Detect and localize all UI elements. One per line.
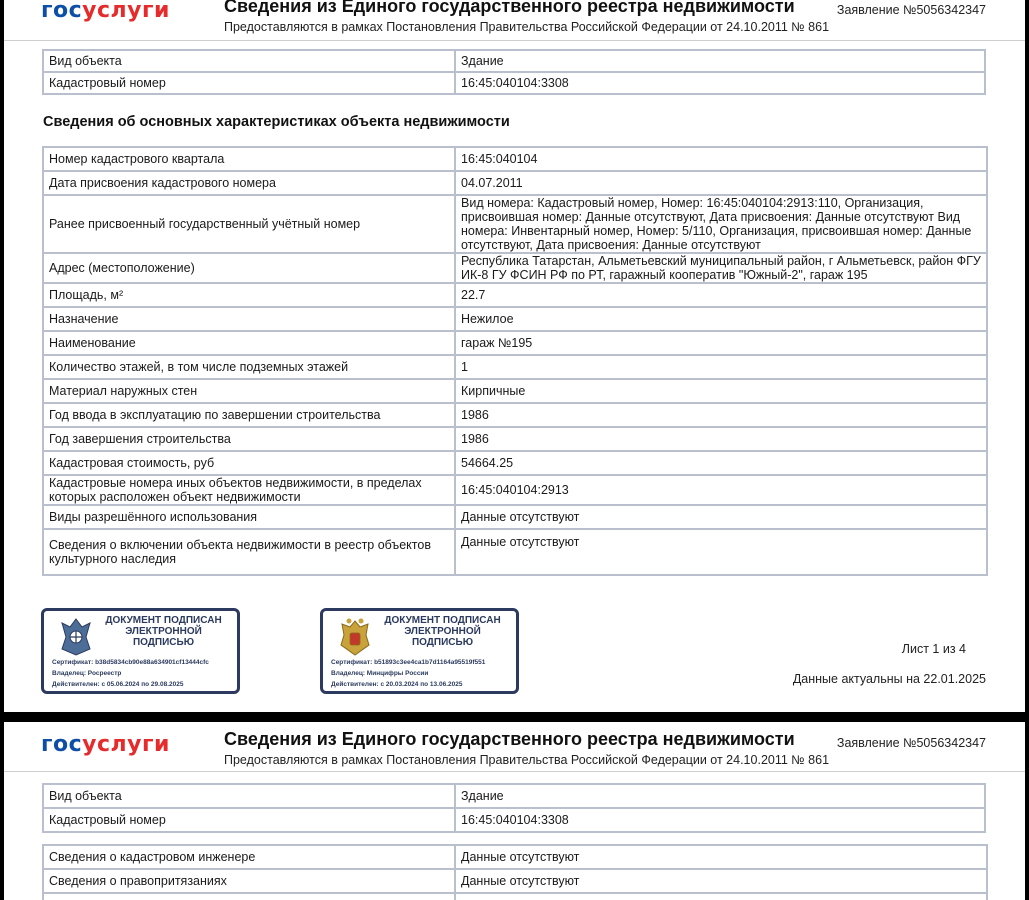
row-label: Номер кадастрового квартала xyxy=(43,147,455,171)
stamp-owner: Владелец: Минцифры России xyxy=(331,670,429,677)
section-title: Сведения об основных характеристиках объекта недвижимости xyxy=(43,114,510,130)
gosuslugi-logo: госуслуги xyxy=(41,732,170,757)
row-value: Данные отсутствуют xyxy=(455,845,987,869)
row-label: Год ввода в эксплуатацию по завершении строительства xyxy=(43,403,455,427)
row-value: Нежилое xyxy=(455,307,987,331)
row-label: Виды разрешённого использования xyxy=(43,505,455,529)
table-row xyxy=(43,171,987,195)
row-value: Данные отсутствуют xyxy=(455,505,987,529)
stamp-details xyxy=(331,657,512,690)
characteristics-table xyxy=(42,146,988,576)
row-value: Здание xyxy=(455,50,985,72)
table-row xyxy=(43,475,987,505)
row-value: 16:45:040104:3308 xyxy=(455,72,985,94)
row-label: Площадь, м² xyxy=(43,283,455,307)
row-value: 1986 xyxy=(455,403,987,427)
sheet-number: Лист 1 из 4 xyxy=(901,642,966,656)
page-subtitle: Предоставляются в рамках Постановления Правительства Российской Федерации от 24.10.2011 № 861 xyxy=(224,753,830,767)
row-value: Вид номера: Кадастровый номер, Номер: 16:45:040104:2913:110, Организация, присвоившая номер: Данные отсутствуют, Дата присвоения: Данные отсутствуют Вид номера: Инвентарный номер, Номер: 5/110, Организация, присвоившая номер: Данные отсутствуют, Дата присвоения: Данные отсутствуют xyxy=(455,195,987,253)
row-label: Материал наружных стен xyxy=(43,379,455,403)
row-label: Количество этажей, в том числе подземных этажей xyxy=(43,355,455,379)
row-label: Назначение xyxy=(43,307,455,331)
row-value: 16:45:040104 xyxy=(455,147,987,171)
row-value xyxy=(455,893,987,900)
row-label: Дата присвоения кадастрового номера xyxy=(43,171,455,195)
table-row xyxy=(43,50,985,72)
stamp-title: ДОКУМЕНТ ПОДПИСАН ЭЛЕКТРОННОЙ ПОДПИСЬЮ xyxy=(105,615,222,648)
table-row xyxy=(43,893,987,900)
statement-number: Заявление №5056342347 xyxy=(836,3,986,17)
page-header xyxy=(4,722,1025,772)
table-row xyxy=(43,72,985,94)
row-label: Сведения о кадастровом инженере xyxy=(43,845,455,869)
table-row xyxy=(43,845,987,869)
table-row xyxy=(43,253,987,283)
row-value: 54664.25 xyxy=(455,451,987,475)
stamp-title: ДОКУМЕНТ ПОДПИСАН ЭЛЕКТРОННОЙ ПОДПИСЬЮ xyxy=(384,615,501,648)
row-value: гараж №195 xyxy=(455,331,987,355)
table-row xyxy=(43,331,987,355)
row-label: Вид объекта xyxy=(43,784,455,808)
table-row xyxy=(43,147,987,171)
row-label: Сведения о включении объекта недвижимости в реестр объектов культурного наследия xyxy=(43,529,455,575)
table-row xyxy=(43,808,985,832)
row-value: Республика Татарстан, Альметьевский муниципальный район, г Альметьевск, район ФГУ ИК-8 ГУ ФСИН РФ по РТ, гаражный кооператив "Южный-2", гараж 195 xyxy=(455,253,987,283)
page-title: Сведения из Единого государственного реестра недвижимости xyxy=(224,729,795,749)
table-row xyxy=(43,427,987,451)
row-label: Наименование xyxy=(43,331,455,355)
rosreestr-emblem-icon xyxy=(56,615,96,659)
row-label: Сведения о правопритязаниях xyxy=(43,869,455,893)
row-value: 16:45:040104:3308 xyxy=(455,808,985,832)
row-label: Вид объекта xyxy=(43,50,455,72)
page-subtitle: Предоставляются в рамках Постановления Правительства Российской Федерации от 24.10.2011 № 861 xyxy=(224,20,830,34)
row-label: Кадастровый номер xyxy=(43,72,455,94)
row-label: Кадастровые номера иных объектов недвижимости, в пределах которых расположен объект недвижимости xyxy=(43,475,455,505)
object-table xyxy=(42,783,986,833)
table-row xyxy=(43,451,987,475)
object-table xyxy=(42,49,986,95)
table-row xyxy=(43,529,987,575)
document-page-2 xyxy=(4,722,1025,900)
row-value: 1 xyxy=(455,355,987,379)
row-value: Здание xyxy=(455,784,985,808)
actual-date: Данные актуальны на 22.01.2025 xyxy=(792,672,986,686)
table-row xyxy=(43,355,987,379)
row-value: 22.7 xyxy=(455,283,987,307)
row-label: Ранее присвоенный государственный учётный номер xyxy=(43,195,455,253)
row-label: Год завершения строительства xyxy=(43,427,455,451)
stamp-owner: Владелец: Росреестр xyxy=(52,670,122,677)
e-signature-stamp xyxy=(41,608,240,694)
table-row xyxy=(43,869,987,893)
table-row xyxy=(43,784,985,808)
gosuslugi-logo: госуслуги xyxy=(41,0,170,23)
table-row xyxy=(43,379,987,403)
page-header xyxy=(4,0,1025,41)
table-row xyxy=(43,307,987,331)
row-value: 1986 xyxy=(455,427,987,451)
row-value: Кирпичные xyxy=(455,379,987,403)
stamp-validity: Действителен: с 05.06.2024 по 29.08.2025 xyxy=(52,681,184,688)
stamp-details xyxy=(52,657,233,690)
row-value: Данные отсутствуют xyxy=(455,869,987,893)
e-signature-stamp xyxy=(320,608,519,694)
table-row xyxy=(43,283,987,307)
stamp-certificate: Сертификат: b51893c3ee4ca1b7d1164a95519f551 xyxy=(331,659,486,666)
extra-info-table xyxy=(42,844,988,900)
row-label: Кадастровая стоимость, руб xyxy=(43,451,455,475)
statement-number: Заявление №5056342347 xyxy=(836,736,986,750)
row-label xyxy=(43,893,455,900)
row-label: Адрес (местоположение) xyxy=(43,253,455,283)
row-value: 16:45:040104:2913 xyxy=(455,475,987,505)
document-page-1 xyxy=(4,0,1025,712)
stamp-validity: Действителен: с 20.03.2024 по 13.06.2025 xyxy=(331,681,463,688)
stamp-certificate: Сертификат: b38d5834cb90e88a634901cf13444cfc xyxy=(52,659,209,666)
table-row xyxy=(43,505,987,529)
row-value: 04.07.2011 xyxy=(455,171,987,195)
row-value: Данные отсутствуют xyxy=(455,529,987,575)
table-row xyxy=(43,195,987,253)
row-label: Кадастровый номер xyxy=(43,808,455,832)
coat-of-arms-icon xyxy=(335,615,375,659)
page-title: Сведения из Единого государственного реестра недвижимости xyxy=(224,0,795,16)
table-row xyxy=(43,403,987,427)
